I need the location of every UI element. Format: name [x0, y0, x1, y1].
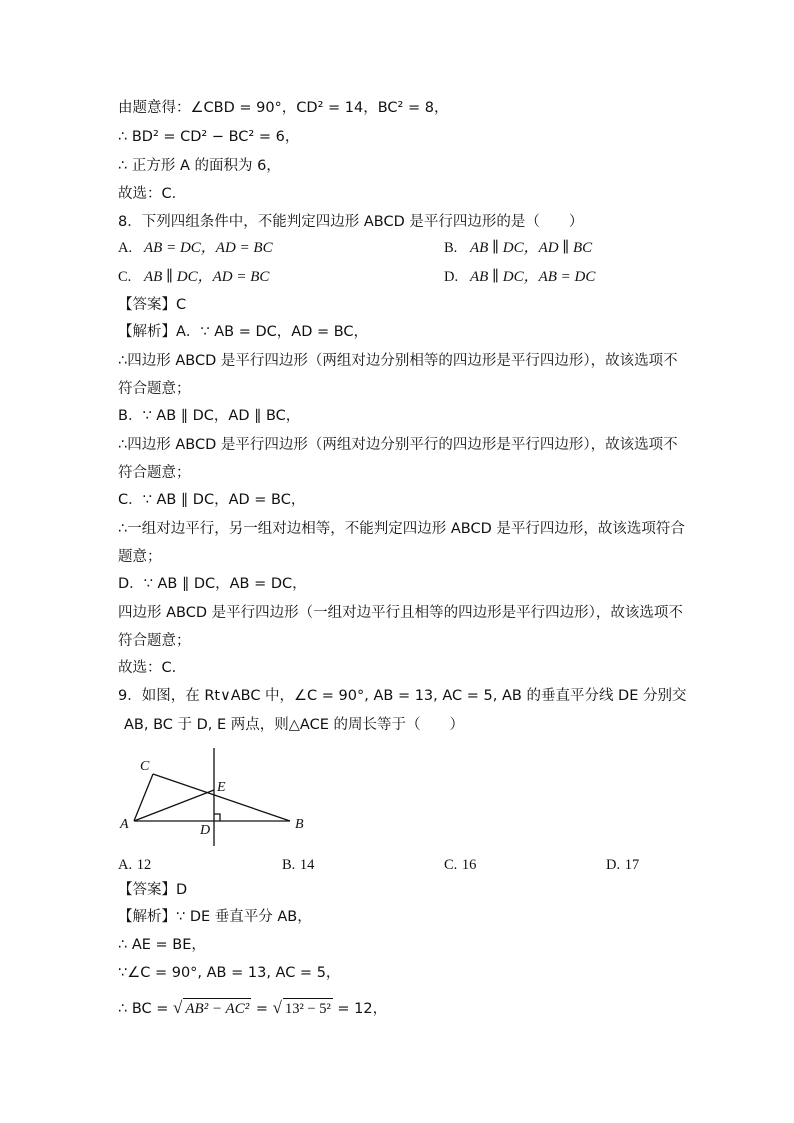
triangle-figure [112, 748, 322, 854]
q8-analysis-line: ∴一组对边平行，另一组对边相等，不能判定四边形 ABCD 是平行四边形，故该选项符合 [118, 521, 685, 537]
q8-analysis-line: ∴四边形 ABCD 是平行四边形（两组对边分别平行的四边形是平行四边形），故该选项不 [118, 437, 678, 453]
q8-analysis-line: D．∵ AB ∥ DC，AB = DC， [118, 576, 307, 592]
q9-stem-line-2: AB, BC 于 D, E 两点，则△ACE 的周长等于（ ） [124, 717, 464, 733]
q9-stem-line-1: 9．如图，在 Rt∨ABC 中，∠C = 90°, AB = 13, AC = 5, AB 的垂直平分线 DE 分别交 [118, 688, 687, 704]
q8-option-b: B. AB ∥ DC，AD ∥ BC [444, 240, 593, 256]
prev-line-1: 由题意得：∠CBD = 90°，CD² = 14，BC² = 8， [118, 100, 449, 116]
label-b: B [295, 817, 304, 832]
q8-option-c: C. AB ∥ DC，AD = BC [118, 269, 270, 285]
q8-option-a: A. AB = DC，AD = BC [118, 240, 273, 256]
label-a: A [120, 817, 129, 832]
prev-line-3: ∴ 正方形 A 的面积为 6， [118, 158, 281, 174]
formula-suffix: = 12， [332, 1001, 388, 1017]
q9-option-a: A. 12 [118, 857, 152, 873]
q9-answer: 【答案】D [118, 882, 188, 898]
q8-analysis-line: 【解析】A．∵ AB = DC，AD = BC， [118, 324, 369, 340]
formula-equals: = [251, 1001, 273, 1017]
segment-ac [134, 774, 153, 821]
q8-analysis-line: 符合题意； [118, 465, 191, 481]
radicand-1: AB² − AC² [183, 998, 251, 1019]
right-angle-mark [214, 814, 220, 821]
q8-analysis-line: 故选：C． [118, 660, 187, 676]
q8-analysis-line: ∴四边形 ABCD 是平行四边形（两组对边分别相等的四边形是平行四边形），故该选项不 [118, 353, 678, 369]
q9-analysis-line: 【解析】∵ DE 垂直平分 AB， [118, 909, 312, 925]
q9-option-b: B. 14 [282, 857, 315, 873]
q8-analysis-line: C．∵ AB ∥ DC，AD = BC， [118, 492, 306, 508]
q8-answer: 【答案】C [118, 297, 187, 313]
q8-analysis-line: 四边形 ABCD 是平行四边形（一组对边平行且相等的四边形是平行四边形），故该选项不 [118, 605, 683, 621]
q8-stem: 8．下列四组条件中，不能判定四边形 ABCD 是平行四边形的是（ ） [118, 214, 584, 230]
label-e: E [217, 780, 226, 795]
label-c: C [140, 759, 150, 774]
q9-option-c: C. 16 [444, 857, 477, 873]
q9-analysis-bc-formula [118, 998, 387, 1019]
q9-analysis-line: ∴ AE = BE， [118, 937, 206, 953]
radical-sign-icon: √ [173, 998, 183, 1017]
radical-sign-icon: √ [272, 998, 282, 1017]
q8-option-d: D. AB ∥ DC，AB = DC [444, 269, 596, 285]
prev-line-2: ∴ BD² = CD² − BC² = 6， [118, 129, 300, 145]
q8-analysis-line: B．∵ AB ∥ DC，AD ∥ BC， [118, 408, 301, 424]
q9-analysis-line: ∵∠C = 90°, AB = 13, AC = 5， [118, 965, 341, 981]
q8-analysis-line: 题意； [118, 549, 162, 565]
segment-ae [134, 790, 214, 821]
radicand-2: 13² − 5² [283, 998, 333, 1019]
q8-analysis-line: 符合题意； [118, 633, 191, 649]
formula-prefix: ∴ BC = [118, 1001, 174, 1017]
label-d: D [200, 823, 211, 838]
q8-analysis-line: 符合题意； [118, 381, 191, 397]
q9-option-d: D. 17 [606, 857, 640, 873]
prev-line-4: 故选：C． [118, 186, 187, 202]
